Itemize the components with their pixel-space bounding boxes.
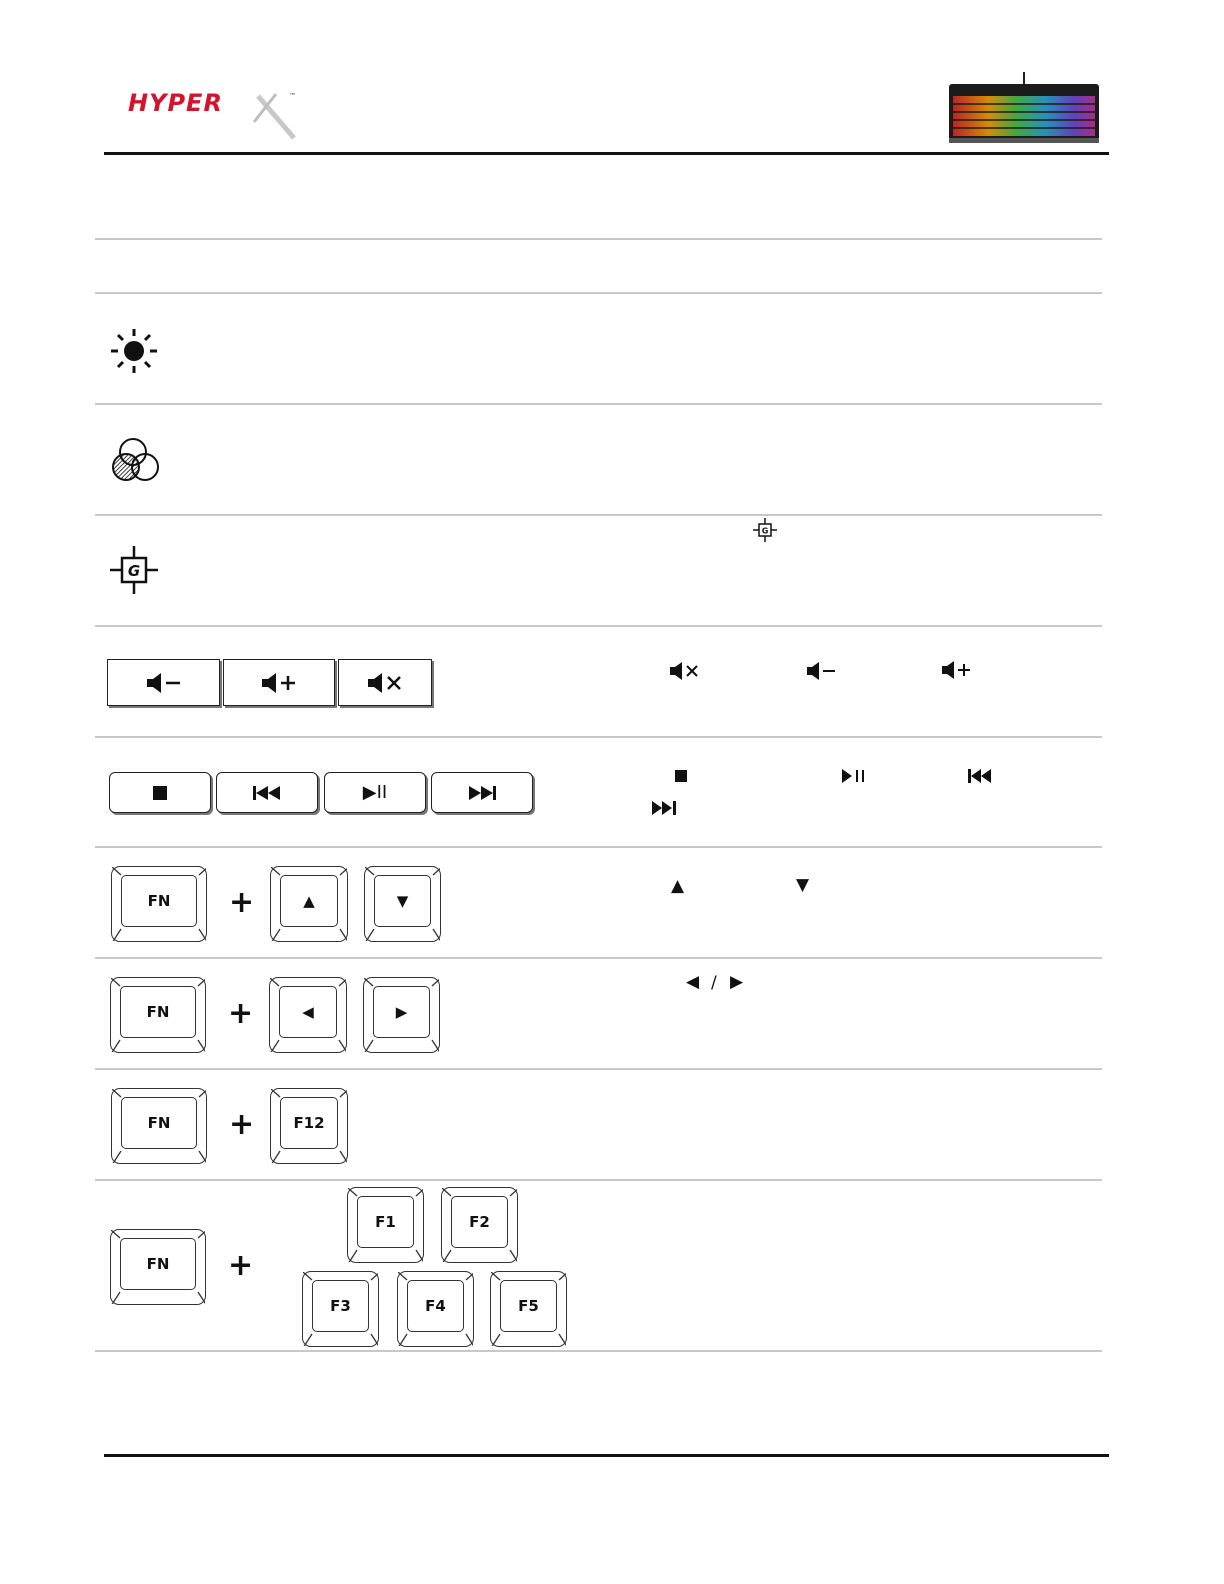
- table-rule-4: [95, 514, 1102, 516]
- volume-down-key[interactable]: [107, 659, 220, 706]
- plus-sign: +: [228, 1248, 254, 1283]
- svg-text:™: ™: [289, 92, 296, 100]
- play-pause-key[interactable]: [324, 772, 426, 813]
- play-pause-inline-icon: [840, 768, 868, 784]
- previous-track-inline-icon: [967, 768, 993, 784]
- f1-key[interactable]: [347, 1187, 424, 1263]
- header-rule: [104, 152, 1109, 155]
- table-rule-1: [95, 238, 1102, 240]
- stop-key[interactable]: [109, 772, 211, 813]
- arrow-right-icon: ▶: [373, 986, 430, 1038]
- next-track-icon: [467, 785, 497, 801]
- fn-key[interactable]: [110, 1229, 206, 1305]
- f5-key-label: F5: [500, 1280, 557, 1332]
- fn-key-label: FN: [120, 1238, 196, 1290]
- footer-rule: [104, 1454, 1109, 1457]
- mute-key[interactable]: [338, 659, 432, 706]
- arrow-up-key[interactable]: [270, 866, 348, 942]
- f2-key[interactable]: [441, 1187, 518, 1263]
- plus-sign: +: [229, 885, 255, 920]
- f12-key[interactable]: [270, 1088, 348, 1164]
- f3-key-label: F3: [312, 1280, 369, 1332]
- svg-text:HYPER: HYPER: [128, 89, 223, 117]
- game-mode-icon: [108, 544, 160, 596]
- play-pause-icon: ▶II: [362, 782, 388, 803]
- arrow-right-key[interactable]: [363, 977, 440, 1053]
- slash-separator: /: [711, 973, 717, 993]
- volume-up-key[interactable]: [223, 659, 335, 706]
- svg-text:G: G: [127, 562, 141, 580]
- f4-key-label: F4: [407, 1280, 464, 1332]
- fn-key-label: FN: [120, 986, 196, 1038]
- table-rule-8: [95, 957, 1102, 959]
- color-mix-icon: [108, 436, 164, 486]
- arrow-left-icon: ◀: [279, 986, 337, 1038]
- f1-key-label: F1: [357, 1196, 414, 1248]
- arrow-down-icon: ▼: [374, 875, 431, 927]
- next-track-inline-icon: [651, 800, 677, 816]
- hyperx-logo-graphic: [126, 84, 301, 142]
- previous-track-icon: [252, 785, 282, 801]
- table-rule-9: [95, 1068, 1102, 1070]
- svg-text:G: G: [761, 526, 769, 536]
- mute-icon: [366, 672, 404, 694]
- table-rule-3: [95, 403, 1102, 405]
- arrow-left-inline-icon: ◀: [686, 972, 700, 992]
- f4-key[interactable]: [397, 1271, 474, 1347]
- f3-key[interactable]: [302, 1271, 379, 1347]
- table-rule-2: [95, 292, 1102, 294]
- previous-track-key[interactable]: [216, 772, 318, 813]
- table-rule-5: [95, 625, 1102, 627]
- fn-key[interactable]: [111, 1088, 207, 1164]
- table-rule-7: [95, 846, 1102, 848]
- next-track-key[interactable]: [431, 772, 533, 813]
- f12-key-label: F12: [280, 1097, 338, 1149]
- fn-key-label: FN: [121, 1097, 197, 1149]
- arrow-right-inline-icon: ▶: [730, 972, 744, 992]
- plus-sign: +: [229, 1107, 255, 1142]
- volume-up-inline-icon: [940, 660, 974, 680]
- keyboard-product-image: [948, 72, 1100, 145]
- plus-sign: +: [228, 996, 254, 1031]
- volume-down-icon: [145, 672, 183, 694]
- stop-icon: [152, 785, 168, 801]
- arrow-up-icon: ▲: [280, 875, 338, 927]
- volume-down-inline-icon: [805, 661, 839, 681]
- fn-key[interactable]: [110, 977, 206, 1053]
- game-mode-inline-icon: [752, 517, 778, 543]
- fn-key-label: FN: [121, 875, 197, 927]
- table-rule-10: [95, 1179, 1102, 1181]
- fn-key[interactable]: [111, 866, 207, 942]
- arrow-down-inline-icon: ▼: [796, 875, 810, 895]
- arrow-left-key[interactable]: [269, 977, 347, 1053]
- mute-inline-icon: [668, 661, 702, 681]
- table-rule-11: [95, 1350, 1102, 1352]
- arrow-down-key[interactable]: [364, 866, 441, 942]
- stop-inline-icon: [674, 769, 688, 783]
- volume-up-icon: [260, 672, 298, 694]
- table-rule-6: [95, 736, 1102, 738]
- arrow-up-inline-icon: ▲: [671, 876, 685, 896]
- brightness-icon: [108, 327, 160, 375]
- hyperx-logo: [126, 84, 301, 142]
- f2-key-label: F2: [451, 1196, 508, 1248]
- f5-key[interactable]: [490, 1271, 567, 1347]
